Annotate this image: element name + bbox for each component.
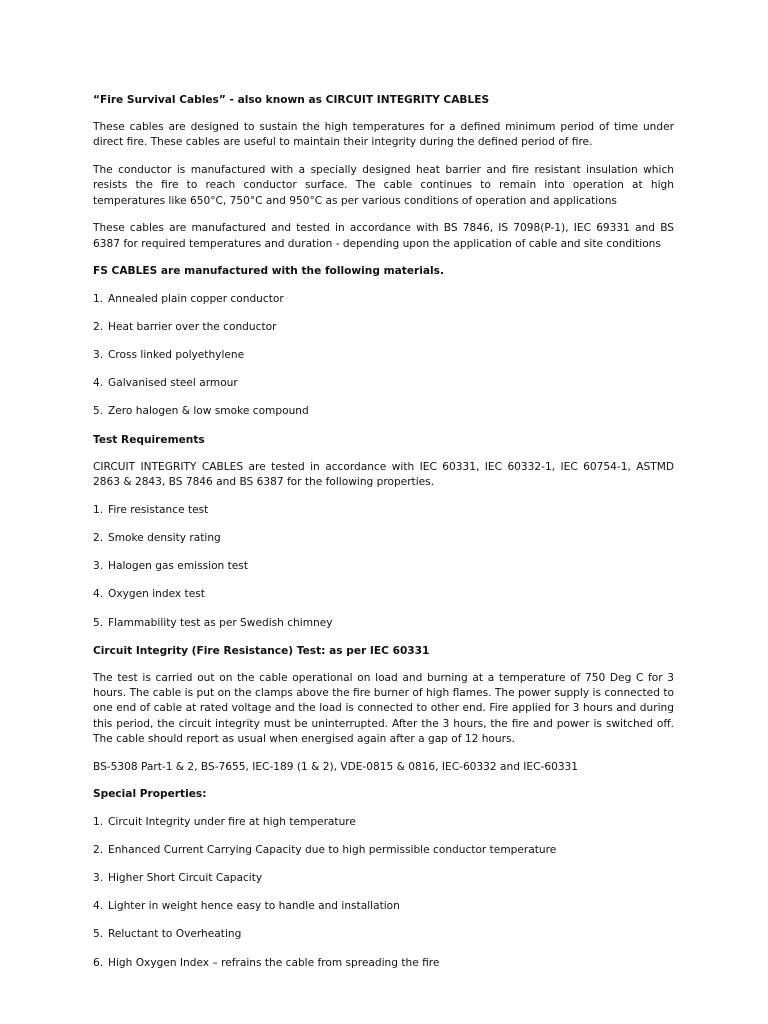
- list-number: 6.: [93, 956, 104, 969]
- list-number: 5.: [93, 928, 104, 941]
- list-item: [93, 376, 674, 391]
- list-number: 5.: [93, 405, 104, 418]
- test-requirements-paragraph: CIRCUIT INTEGRITY CABLES are tested in accordance with IEC 60331, IEC 60332-1, IEC 60754-1, ASTMD 2863 & 2843, BS 7846 and BS 6387 for the following properties.: [93, 460, 674, 489]
- list-number: 1.: [93, 503, 104, 516]
- list-item: [93, 927, 674, 942]
- list-text: High Oxygen Index – refrains the cable from spreading the fire: [108, 956, 440, 969]
- special-properties-heading: Special Properties:: [93, 788, 207, 801]
- list-number: 4.: [93, 900, 104, 913]
- list-item: [93, 815, 674, 830]
- document-title: “Fire Survival Cables” - also known as CIRCUIT INTEGRITY CABLES: [93, 94, 490, 106]
- list-text: Oxygen index test: [108, 588, 205, 601]
- list-number: 1.: [93, 292, 104, 305]
- circuit-integrity-heading: Circuit Integrity (Fire Resistance) Test: as per IEC 60331: [93, 644, 430, 657]
- list-text: Higher Short Circuit Capacity: [108, 872, 263, 885]
- circuit-integrity-paragraph: The test is carried out on the cable operational on load and burning at a temperature of 750 Deg C for 3 hours. The cable is put on the clamps above the fire burner of high flames. The power supply is connected to one end of cable at rated voltage and the load is connected to other end. Fire applied for 3 hours and during this period, the circuit integrity must be uninterrupted. After the 3 hours, the fire and power is switched off. The cable should report as usual when energised again after a gap of 12 hours.: [93, 672, 674, 745]
- list-item: [93, 320, 674, 335]
- list-item: [93, 292, 674, 307]
- list-text: Galvanised steel armour: [108, 377, 238, 390]
- intro-paragraph: The conductor is manufactured with a specially designed heat barrier and fire resistant insulation which resists the fire to reach conductor surface. The cable continues to remain into operation at high temperatures like 650°C, 750°C and 950°C as per various conditions of operation and applications: [93, 164, 674, 207]
- test-requirements-heading: Test Requirements: [93, 433, 205, 446]
- list-text: Zero halogen & low smoke compound: [108, 405, 309, 418]
- list-item: [93, 503, 674, 518]
- list-number: 4.: [93, 377, 104, 390]
- list-number: 4.: [93, 588, 104, 601]
- list-text: Flammability test as per Swedish chimney: [108, 616, 333, 629]
- list-text: Fire resistance test: [108, 503, 209, 516]
- list-text: Smoke density rating: [108, 532, 221, 545]
- special-properties-list: [93, 815, 674, 971]
- list-text: Reluctant to Overheating: [108, 928, 242, 941]
- list-item: [93, 348, 674, 363]
- list-number: 3.: [93, 349, 104, 362]
- list-number: 1.: [93, 815, 104, 828]
- intro-paragraph: These cables are designed to sustain the high temperatures for a defined minimum period of time under direct fire. These cables are useful to maintain their integrity during the defined period of fire.: [93, 121, 674, 149]
- list-text: Halogen gas emission test: [108, 560, 248, 573]
- list-item: [93, 531, 674, 546]
- list-text: Lighter in weight hence easy to handle and installation: [108, 900, 400, 913]
- materials-list: [93, 292, 674, 420]
- list-number: 3.: [93, 560, 104, 573]
- list-text: Cross linked polyethylene: [108, 349, 245, 362]
- list-item: [93, 559, 674, 574]
- list-item: [93, 404, 674, 419]
- list-number: 2.: [93, 320, 104, 333]
- list-item: [93, 843, 674, 858]
- intro-paragraph: These cables are manufactured and tested in accordance with BS 7846, IS 7098(P-1), IEC 69331 and BS 6387 for required temperatures and duration - depending upon the application of cable and site conditions: [93, 222, 674, 250]
- list-number: 3.: [93, 872, 104, 885]
- standards-line: BS-5308 Part-1 & 2, BS-7655, IEC-189 (1 & 2), VDE-0815 & 0816, IEC-60332 and IEC-60331: [93, 760, 579, 773]
- list-item: [93, 587, 674, 602]
- list-text: Heat barrier over the conductor: [108, 320, 277, 333]
- tests-list: [93, 503, 674, 631]
- list-number: 2.: [93, 532, 104, 545]
- list-text: Annealed plain copper conductor: [108, 292, 284, 305]
- materials-heading: FS CABLES are manufactured with the following materials.: [93, 265, 445, 278]
- list-number: 5.: [93, 616, 104, 629]
- list-text: Enhanced Current Carrying Capacity due to high permissible conductor temperature: [108, 843, 557, 856]
- list-item: [93, 956, 674, 971]
- list-number: 2.: [93, 843, 104, 856]
- list-text: Circuit Integrity under fire at high temperature: [108, 815, 356, 828]
- list-item: [93, 899, 674, 914]
- list-item: [93, 871, 674, 886]
- list-item: [93, 616, 674, 631]
